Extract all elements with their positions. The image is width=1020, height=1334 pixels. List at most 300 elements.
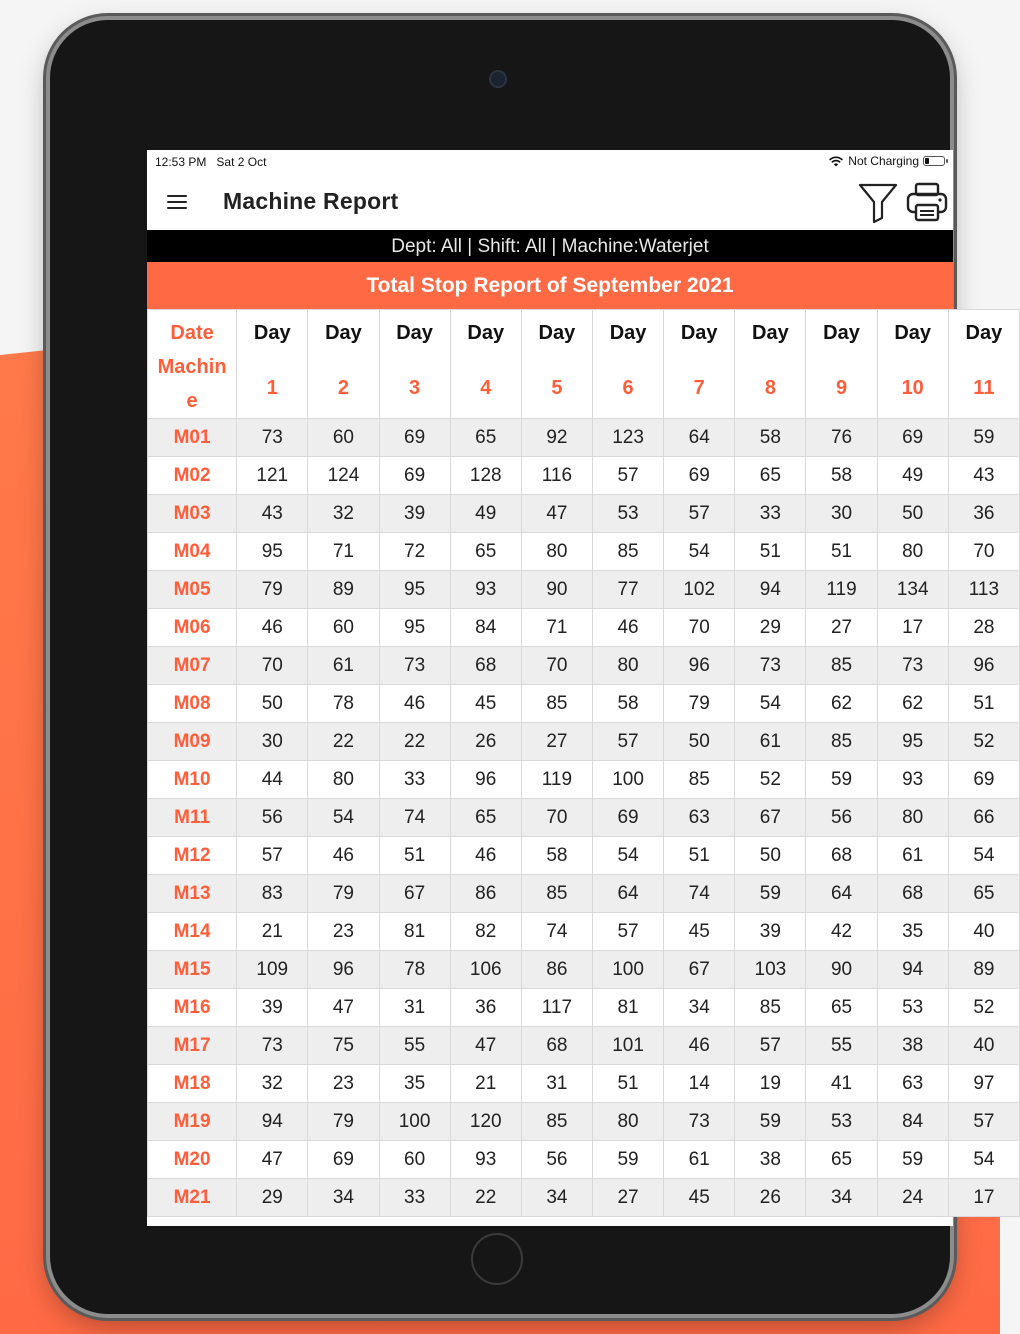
day-column-header bbox=[664, 310, 735, 419]
stop-count-cell: 68 bbox=[521, 1027, 592, 1065]
machine-name-cell: M04 bbox=[148, 533, 237, 571]
stop-count-cell: 53 bbox=[806, 1103, 877, 1141]
stop-count-cell: 75 bbox=[308, 1027, 379, 1065]
stop-count-cell: 50 bbox=[664, 723, 735, 761]
stop-count-cell: 35 bbox=[877, 913, 948, 951]
stop-count-cell: 47 bbox=[521, 495, 592, 533]
day-number: 10 bbox=[901, 377, 924, 399]
stop-count-cell: 38 bbox=[735, 1141, 806, 1179]
stop-count-cell: 65 bbox=[450, 799, 521, 837]
stop-count-cell: 35 bbox=[379, 1065, 450, 1103]
table-row bbox=[148, 571, 1020, 609]
stop-count-cell: 34 bbox=[308, 1179, 379, 1217]
stop-count-cell: 62 bbox=[806, 685, 877, 723]
stop-count-cell: 109 bbox=[237, 951, 308, 989]
stop-count-cell: 61 bbox=[664, 1141, 735, 1179]
stop-count-cell: 23 bbox=[308, 913, 379, 951]
stop-count-cell: 85 bbox=[521, 875, 592, 913]
table-row bbox=[148, 1179, 1020, 1217]
app-screen bbox=[147, 150, 1003, 1226]
battery-icon bbox=[923, 156, 945, 166]
table-row bbox=[148, 495, 1020, 533]
filter-summary-bar: Dept: All | Shift: All | Machine:Waterjet bbox=[147, 230, 953, 262]
machine-name-cell: M02 bbox=[148, 457, 237, 495]
hamburger-menu-icon[interactable] bbox=[167, 195, 187, 209]
stop-count-cell: 92 bbox=[521, 419, 592, 457]
stop-count-cell: 73 bbox=[735, 647, 806, 685]
stop-count-cell: 69 bbox=[379, 457, 450, 495]
machine-name-cell: M03 bbox=[148, 495, 237, 533]
stop-count-cell: 57 bbox=[592, 457, 663, 495]
stop-count-cell: 59 bbox=[735, 875, 806, 913]
stop-count-cell: 59 bbox=[948, 419, 1019, 457]
stop-count-cell: 46 bbox=[664, 1027, 735, 1065]
stop-count-cell: 58 bbox=[735, 419, 806, 457]
stop-count-cell: 44 bbox=[237, 761, 308, 799]
stop-count-cell: 101 bbox=[592, 1027, 663, 1065]
day-number: 2 bbox=[337, 377, 349, 399]
stop-count-cell: 50 bbox=[877, 495, 948, 533]
table-row bbox=[148, 1103, 1020, 1141]
day-label: Day bbox=[538, 322, 576, 344]
stop-count-cell: 61 bbox=[877, 837, 948, 875]
day-column-header bbox=[877, 310, 948, 419]
stop-count-cell: 78 bbox=[308, 685, 379, 723]
stop-count-cell: 80 bbox=[521, 533, 592, 571]
stop-count-cell: 39 bbox=[379, 495, 450, 533]
stop-count-cell: 96 bbox=[450, 761, 521, 799]
stop-count-cell: 119 bbox=[521, 761, 592, 799]
stop-count-cell: 100 bbox=[379, 1103, 450, 1141]
stop-count-cell: 89 bbox=[948, 951, 1019, 989]
stop-count-cell: 93 bbox=[877, 761, 948, 799]
stop-count-cell: 80 bbox=[877, 533, 948, 571]
stop-count-cell: 68 bbox=[806, 837, 877, 875]
stop-count-cell: 27 bbox=[592, 1179, 663, 1217]
status-right bbox=[828, 154, 945, 168]
stop-count-cell: 79 bbox=[308, 1103, 379, 1141]
day-number: 7 bbox=[693, 377, 705, 399]
stop-count-cell: 57 bbox=[237, 837, 308, 875]
stop-count-cell: 73 bbox=[379, 647, 450, 685]
day-label: Day bbox=[396, 322, 433, 344]
stop-count-cell: 40 bbox=[948, 1027, 1019, 1065]
day-column-header bbox=[450, 310, 521, 419]
machine-name-cell: M06 bbox=[148, 609, 237, 647]
day-number: 5 bbox=[551, 377, 563, 399]
stop-count-cell: 93 bbox=[450, 571, 521, 609]
stop-count-cell: 59 bbox=[735, 1103, 806, 1141]
stop-count-cell: 36 bbox=[948, 495, 1019, 533]
machine-name-cell: M13 bbox=[148, 875, 237, 913]
stop-count-cell: 23 bbox=[308, 1065, 379, 1103]
table-row bbox=[148, 875, 1020, 913]
stop-count-cell: 128 bbox=[450, 457, 521, 495]
stop-count-cell: 33 bbox=[379, 1179, 450, 1217]
stop-count-cell: 55 bbox=[806, 1027, 877, 1065]
stop-count-cell: 80 bbox=[592, 1103, 663, 1141]
stop-count-cell: 32 bbox=[308, 495, 379, 533]
stop-count-cell: 65 bbox=[948, 875, 1019, 913]
stop-count-cell: 70 bbox=[948, 533, 1019, 571]
stop-count-cell: 96 bbox=[948, 647, 1019, 685]
stop-count-cell: 69 bbox=[592, 799, 663, 837]
stop-count-cell: 45 bbox=[664, 913, 735, 951]
charging-status: Not Charging bbox=[848, 154, 919, 168]
stop-count-cell: 79 bbox=[308, 875, 379, 913]
stop-count-cell: 51 bbox=[735, 533, 806, 571]
stop-count-cell: 55 bbox=[379, 1027, 450, 1065]
stop-count-cell: 39 bbox=[237, 989, 308, 1027]
day-number: 4 bbox=[480, 377, 492, 399]
stop-count-cell: 33 bbox=[379, 761, 450, 799]
day-column-header bbox=[806, 310, 877, 419]
report-table-scroll[interactable] bbox=[147, 309, 1003, 1226]
table-row bbox=[148, 799, 1020, 837]
stop-count-cell: 93 bbox=[450, 1141, 521, 1179]
page-title: Machine Report bbox=[223, 188, 399, 214]
wifi-icon bbox=[828, 155, 844, 167]
tablet-frame bbox=[50, 20, 1003, 1314]
filter-icon[interactable] bbox=[857, 180, 899, 224]
table-row bbox=[148, 989, 1020, 1027]
stop-count-cell: 52 bbox=[948, 989, 1019, 1027]
machine-name-cell: M19 bbox=[148, 1103, 237, 1141]
stop-count-cell: 81 bbox=[379, 913, 450, 951]
stop-count-cell: 69 bbox=[948, 761, 1019, 799]
status-time-date bbox=[155, 155, 266, 169]
stop-count-cell: 69 bbox=[664, 457, 735, 495]
stop-count-cell: 85 bbox=[521, 1103, 592, 1141]
stop-count-cell: 66 bbox=[948, 799, 1019, 837]
stop-count-cell: 90 bbox=[521, 571, 592, 609]
stop-count-cell: 27 bbox=[521, 723, 592, 761]
day-column-header bbox=[308, 310, 379, 419]
stop-count-cell: 60 bbox=[308, 419, 379, 457]
machine-name-cell: M10 bbox=[148, 761, 237, 799]
stop-count-cell: 84 bbox=[450, 609, 521, 647]
stop-count-cell: 38 bbox=[877, 1027, 948, 1065]
day-column-header bbox=[521, 310, 592, 419]
corner-line: Date bbox=[170, 322, 214, 344]
stop-count-cell: 50 bbox=[735, 837, 806, 875]
status-bar bbox=[147, 150, 953, 174]
stop-count-cell: 45 bbox=[450, 685, 521, 723]
stop-count-cell: 124 bbox=[308, 457, 379, 495]
machine-name-cell: M08 bbox=[148, 685, 237, 723]
stop-count-cell: 22 bbox=[308, 723, 379, 761]
table-row bbox=[148, 951, 1020, 989]
home-button[interactable] bbox=[471, 1233, 523, 1285]
stop-count-cell: 69 bbox=[308, 1141, 379, 1179]
stop-count-cell: 54 bbox=[592, 837, 663, 875]
stop-count-cell: 94 bbox=[877, 951, 948, 989]
stop-count-cell: 63 bbox=[664, 799, 735, 837]
stop-count-cell: 74 bbox=[664, 875, 735, 913]
stop-count-cell: 117 bbox=[521, 989, 592, 1027]
stop-count-cell: 56 bbox=[806, 799, 877, 837]
day-number: 3 bbox=[409, 377, 421, 399]
machine-name-cell: M18 bbox=[148, 1065, 237, 1103]
stop-count-cell: 59 bbox=[877, 1141, 948, 1179]
stop-count-cell: 31 bbox=[521, 1065, 592, 1103]
stop-count-cell: 56 bbox=[237, 799, 308, 837]
stop-count-cell: 95 bbox=[379, 609, 450, 647]
stop-count-cell: 77 bbox=[592, 571, 663, 609]
stop-count-cell: 28 bbox=[948, 609, 1019, 647]
stop-count-cell: 70 bbox=[521, 799, 592, 837]
stop-count-cell: 40 bbox=[948, 913, 1019, 951]
machine-name-cell: M21 bbox=[148, 1179, 237, 1217]
stop-count-cell: 41 bbox=[806, 1065, 877, 1103]
stop-count-cell: 82 bbox=[450, 913, 521, 951]
stop-count-cell: 54 bbox=[735, 685, 806, 723]
stop-count-cell: 68 bbox=[877, 875, 948, 913]
app-bar bbox=[147, 174, 953, 230]
machine-name-cell: M07 bbox=[148, 647, 237, 685]
table-row bbox=[148, 647, 1020, 685]
stop-count-cell: 134 bbox=[877, 571, 948, 609]
day-label: Day bbox=[965, 322, 1003, 344]
stop-count-cell: 53 bbox=[592, 495, 663, 533]
stop-count-cell: 46 bbox=[592, 609, 663, 647]
printer-icon[interactable] bbox=[905, 180, 949, 224]
stop-count-cell: 54 bbox=[664, 533, 735, 571]
stop-count-cell: 70 bbox=[521, 647, 592, 685]
stop-count-cell: 43 bbox=[237, 495, 308, 533]
day-label: Day bbox=[894, 322, 932, 344]
status-time: 12:53 PM bbox=[155, 155, 207, 169]
stop-count-cell: 52 bbox=[735, 761, 806, 799]
stop-count-cell: 97 bbox=[948, 1065, 1019, 1103]
stop-count-cell: 61 bbox=[308, 647, 379, 685]
day-column-header bbox=[592, 310, 663, 419]
machine-name-cell: M01 bbox=[148, 419, 237, 457]
stop-count-cell: 69 bbox=[877, 419, 948, 457]
day-column-header bbox=[237, 310, 308, 419]
stop-count-cell: 64 bbox=[592, 875, 663, 913]
stop-count-cell: 46 bbox=[450, 837, 521, 875]
stop-count-cell: 74 bbox=[379, 799, 450, 837]
table-header-row bbox=[148, 310, 1020, 419]
stop-count-cell: 30 bbox=[237, 723, 308, 761]
table-row bbox=[148, 837, 1020, 875]
stop-count-cell: 43 bbox=[948, 457, 1019, 495]
stop-count-cell: 86 bbox=[450, 875, 521, 913]
machine-name-cell: M15 bbox=[148, 951, 237, 989]
stop-count-cell: 59 bbox=[592, 1141, 663, 1179]
stop-count-cell: 85 bbox=[806, 647, 877, 685]
stop-count-cell: 64 bbox=[806, 875, 877, 913]
day-label: Day bbox=[680, 322, 718, 344]
stop-count-cell: 58 bbox=[592, 685, 663, 723]
machine-name-cell: M16 bbox=[148, 989, 237, 1027]
day-label: Day bbox=[823, 322, 860, 344]
stop-count-cell: 123 bbox=[592, 419, 663, 457]
stop-count-cell: 50 bbox=[237, 685, 308, 723]
stop-count-cell: 94 bbox=[735, 571, 806, 609]
stop-count-cell: 102 bbox=[664, 571, 735, 609]
stop-count-cell: 22 bbox=[450, 1179, 521, 1217]
stop-count-cell: 76 bbox=[806, 419, 877, 457]
stop-count-cell: 95 bbox=[237, 533, 308, 571]
stop-count-cell: 57 bbox=[735, 1027, 806, 1065]
day-number: 6 bbox=[622, 377, 634, 399]
stop-count-cell: 80 bbox=[308, 761, 379, 799]
stop-count-cell: 85 bbox=[521, 685, 592, 723]
stop-count-cell: 32 bbox=[237, 1065, 308, 1103]
stop-count-cell: 73 bbox=[237, 1027, 308, 1065]
stop-count-cell: 47 bbox=[450, 1027, 521, 1065]
stop-count-cell: 30 bbox=[806, 495, 877, 533]
table-row bbox=[148, 1141, 1020, 1179]
stop-count-cell: 80 bbox=[877, 799, 948, 837]
stop-count-cell: 69 bbox=[379, 419, 450, 457]
stop-count-cell: 79 bbox=[237, 571, 308, 609]
table-row bbox=[148, 761, 1020, 799]
table-row bbox=[148, 1065, 1020, 1103]
day-label: Day bbox=[467, 322, 505, 344]
stop-count-cell: 26 bbox=[450, 723, 521, 761]
stop-count-cell: 33 bbox=[735, 495, 806, 533]
stop-count-cell: 120 bbox=[450, 1103, 521, 1141]
report-title-bar: Total Stop Report of September 2021 bbox=[147, 262, 953, 309]
stop-count-cell: 60 bbox=[379, 1141, 450, 1179]
stop-count-cell: 51 bbox=[592, 1065, 663, 1103]
stop-count-cell: 46 bbox=[379, 685, 450, 723]
stop-count-cell: 34 bbox=[664, 989, 735, 1027]
table-row bbox=[148, 457, 1020, 495]
stop-count-cell: 62 bbox=[877, 685, 948, 723]
stop-count-cell: 65 bbox=[450, 419, 521, 457]
stop-count-cell: 59 bbox=[806, 761, 877, 799]
day-label: Day bbox=[253, 322, 291, 344]
stop-count-cell: 57 bbox=[592, 913, 663, 951]
machine-name-cell: M17 bbox=[148, 1027, 237, 1065]
stop-count-cell: 22 bbox=[379, 723, 450, 761]
stop-count-cell: 96 bbox=[308, 951, 379, 989]
stop-count-cell: 51 bbox=[664, 837, 735, 875]
day-number: 1 bbox=[266, 377, 278, 399]
stop-count-cell: 54 bbox=[308, 799, 379, 837]
stop-count-cell: 67 bbox=[664, 951, 735, 989]
stop-count-cell: 57 bbox=[664, 495, 735, 533]
stop-count-cell: 113 bbox=[948, 571, 1019, 609]
stop-count-cell: 19 bbox=[735, 1065, 806, 1103]
stop-count-cell: 85 bbox=[592, 533, 663, 571]
stop-count-cell: 84 bbox=[877, 1103, 948, 1141]
stop-count-cell: 71 bbox=[521, 609, 592, 647]
stop-count-cell: 67 bbox=[379, 875, 450, 913]
stop-count-cell: 74 bbox=[521, 913, 592, 951]
day-number: 8 bbox=[764, 377, 776, 399]
status-date: Sat 2 Oct bbox=[216, 155, 267, 169]
stop-count-cell: 51 bbox=[806, 533, 877, 571]
stop-count-cell: 51 bbox=[379, 837, 450, 875]
stop-count-cell: 65 bbox=[806, 989, 877, 1027]
corner-header bbox=[148, 310, 237, 419]
stop-count-cell: 45 bbox=[664, 1179, 735, 1217]
stop-count-cell: 119 bbox=[806, 571, 877, 609]
stop-count-cell: 49 bbox=[450, 495, 521, 533]
table-row bbox=[148, 1027, 1020, 1065]
table-body bbox=[148, 419, 1020, 1217]
stop-count-cell: 67 bbox=[735, 799, 806, 837]
stop-count-cell: 34 bbox=[521, 1179, 592, 1217]
day-label: Day bbox=[325, 322, 362, 344]
day-column-header bbox=[735, 310, 806, 419]
stop-count-cell: 57 bbox=[948, 1103, 1019, 1141]
stop-count-cell: 47 bbox=[237, 1141, 308, 1179]
stop-count-cell: 63 bbox=[877, 1065, 948, 1103]
stop-count-cell: 54 bbox=[948, 837, 1019, 875]
stop-count-cell: 80 bbox=[592, 647, 663, 685]
stop-count-cell: 52 bbox=[948, 723, 1019, 761]
report-table bbox=[147, 309, 1020, 1217]
front-camera bbox=[489, 70, 507, 88]
stop-count-cell: 71 bbox=[308, 533, 379, 571]
stop-count-cell: 64 bbox=[664, 419, 735, 457]
machine-name-cell: M11 bbox=[148, 799, 237, 837]
stop-count-cell: 106 bbox=[450, 951, 521, 989]
stop-count-cell: 34 bbox=[806, 1179, 877, 1217]
stop-count-cell: 53 bbox=[877, 989, 948, 1027]
stop-count-cell: 58 bbox=[521, 837, 592, 875]
stop-count-cell: 79 bbox=[664, 685, 735, 723]
stop-count-cell: 27 bbox=[806, 609, 877, 647]
day-number: 9 bbox=[835, 377, 848, 399]
stop-count-cell: 70 bbox=[237, 647, 308, 685]
stop-count-cell: 58 bbox=[806, 457, 877, 495]
stop-count-cell: 121 bbox=[237, 457, 308, 495]
table-row bbox=[148, 609, 1020, 647]
stop-count-cell: 29 bbox=[735, 609, 806, 647]
stop-count-cell: 31 bbox=[379, 989, 450, 1027]
stop-count-cell: 51 bbox=[948, 685, 1019, 723]
stop-count-cell: 78 bbox=[379, 951, 450, 989]
stop-count-cell: 56 bbox=[521, 1141, 592, 1179]
stop-count-cell: 29 bbox=[237, 1179, 308, 1217]
stop-count-cell: 61 bbox=[735, 723, 806, 761]
stop-count-cell: 21 bbox=[450, 1065, 521, 1103]
stop-count-cell: 60 bbox=[308, 609, 379, 647]
stop-count-cell: 85 bbox=[735, 989, 806, 1027]
stop-count-cell: 96 bbox=[664, 647, 735, 685]
stop-count-cell: 46 bbox=[237, 609, 308, 647]
stop-count-cell: 49 bbox=[877, 457, 948, 495]
stop-count-cell: 17 bbox=[948, 1179, 1019, 1217]
stop-count-cell: 73 bbox=[877, 647, 948, 685]
table-row bbox=[148, 533, 1020, 571]
stop-count-cell: 83 bbox=[237, 875, 308, 913]
stop-count-cell: 85 bbox=[664, 761, 735, 799]
stop-count-cell: 89 bbox=[308, 571, 379, 609]
stop-count-cell: 21 bbox=[237, 913, 308, 951]
stop-count-cell: 24 bbox=[877, 1179, 948, 1217]
corner-line: e bbox=[186, 390, 198, 412]
stop-count-cell: 54 bbox=[948, 1141, 1019, 1179]
stop-count-cell: 39 bbox=[735, 913, 806, 951]
stop-count-cell: 36 bbox=[450, 989, 521, 1027]
stop-count-cell: 95 bbox=[877, 723, 948, 761]
stop-count-cell: 116 bbox=[521, 457, 592, 495]
stop-count-cell: 42 bbox=[806, 913, 877, 951]
stop-count-cell: 100 bbox=[592, 761, 663, 799]
table-row bbox=[148, 723, 1020, 761]
stop-count-cell: 57 bbox=[592, 723, 663, 761]
stop-count-cell: 14 bbox=[664, 1065, 735, 1103]
machine-name-cell: M05 bbox=[148, 571, 237, 609]
